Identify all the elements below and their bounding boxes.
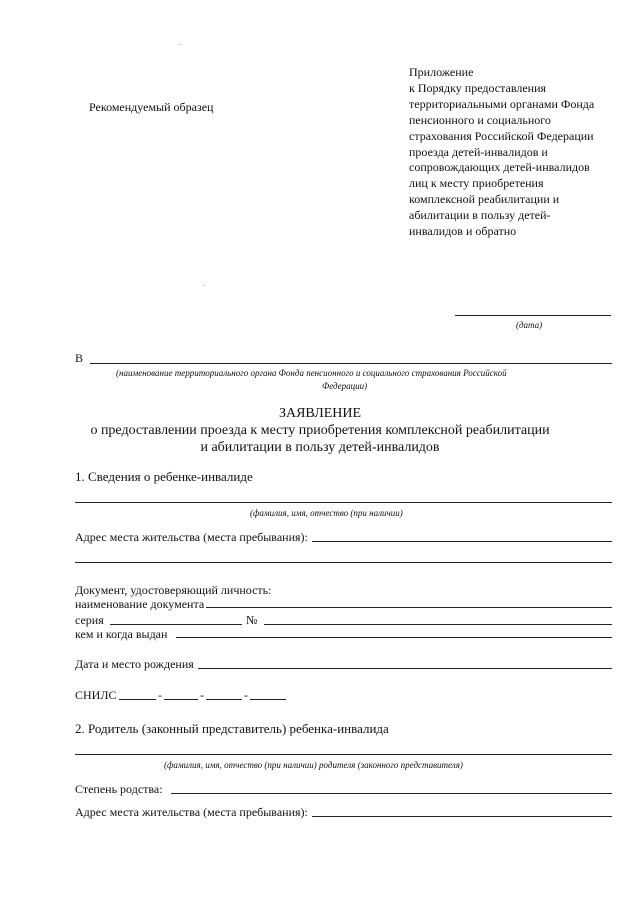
- snils-part-2[interactable]: [164, 699, 198, 700]
- appendix-line: проезда детей-инвалидов и: [409, 144, 548, 159]
- document-subtitle-cont: и абилитации в пользу детей-инвалидов: [200, 440, 440, 455]
- doc-name-label: наименование документа: [75, 597, 205, 611]
- snils-part-3[interactable]: [206, 699, 242, 700]
- document-subtitle: о предоставлении проезда к месту приобретения комплексной реабилитации: [90, 423, 550, 438]
- parent-address-label: Адрес места жительства (места пребывания):: [75, 805, 308, 819]
- relation-field[interactable]: [171, 793, 612, 794]
- appendix-line: страхования Российской Федерации: [409, 128, 594, 143]
- doc-series-label: серия: [75, 613, 104, 627]
- parent-address-field[interactable]: [312, 816, 612, 817]
- appendix-line: Приложение: [409, 65, 474, 79]
- appendix-line: инвалидов и обратно: [409, 224, 517, 239]
- date-caption: (дата): [516, 320, 543, 330]
- appendix-line: абилитации в пользу детей-: [409, 208, 551, 223]
- addressee-field[interactable]: [90, 363, 612, 364]
- snils-separator: -: [158, 688, 162, 702]
- snils-part-1[interactable]: [119, 699, 156, 700]
- date-field[interactable]: [455, 315, 611, 316]
- scan-speck: [203, 285, 204, 286]
- birth-label: Дата и место рождения: [75, 657, 194, 671]
- scan-speck: [180, 44, 181, 45]
- snils-label: СНИЛС: [75, 688, 117, 702]
- snils-separator: -: [244, 688, 248, 702]
- appendix-line: к Порядку предоставления: [409, 80, 547, 95]
- relation-label: Степень родства:: [75, 782, 163, 796]
- appendix-block: [409, 65, 594, 240]
- doc-name-field[interactable]: [206, 607, 612, 608]
- child-name-caption: (фамилия, имя, отчество (при наличии): [250, 508, 403, 518]
- appendix-line: лиц к месту приобретения: [409, 176, 544, 191]
- document-title: ЗАЯВЛЕНИЕ: [278, 406, 362, 421]
- doc-issued-label: кем и когда выдан: [75, 627, 168, 641]
- snils-separator: -: [200, 688, 204, 702]
- child-name-field[interactable]: [75, 502, 612, 503]
- section1-heading: 1. Сведения о ребенке-инвалиде: [75, 469, 253, 484]
- child-address-field[interactable]: [312, 541, 612, 542]
- section2-heading: 2. Родитель (законный представитель) ребенка-инвалида: [75, 721, 389, 736]
- birth-field[interactable]: [198, 668, 612, 669]
- addressee-caption-cont: Федерации): [322, 381, 368, 391]
- snils-part-4[interactable]: [250, 699, 286, 700]
- doc-number-field[interactable]: [264, 624, 612, 625]
- appendix-line: территориальными органами Фонда: [409, 96, 595, 111]
- parent-name-caption: (фамилия, имя, отчество (при наличии) родителя (законного представителя): [164, 760, 463, 770]
- addressee-caption: (наименование территориального органа Фонда пенсионного и социального страхования Российской: [116, 368, 507, 378]
- id-document-label: Документ, удостоверяющий личность:: [75, 583, 272, 597]
- recommended-sample-label: Рекомендуемый образец: [89, 100, 214, 114]
- doc-series-field[interactable]: [110, 624, 242, 625]
- appendix-line: пенсионного и социального: [409, 112, 551, 127]
- addressee-prefix: В: [75, 351, 84, 365]
- child-address-field-cont[interactable]: [75, 562, 612, 563]
- appendix-line: сопровождающих детей-инвалидов: [409, 160, 590, 175]
- parent-name-field[interactable]: [75, 754, 612, 755]
- child-address-label: Адрес места жительства (места пребывания):: [75, 530, 308, 544]
- doc-issued-field[interactable]: [176, 637, 612, 638]
- doc-number-label: №: [246, 613, 258, 627]
- appendix-line: комплексной реабилитации и: [409, 192, 560, 207]
